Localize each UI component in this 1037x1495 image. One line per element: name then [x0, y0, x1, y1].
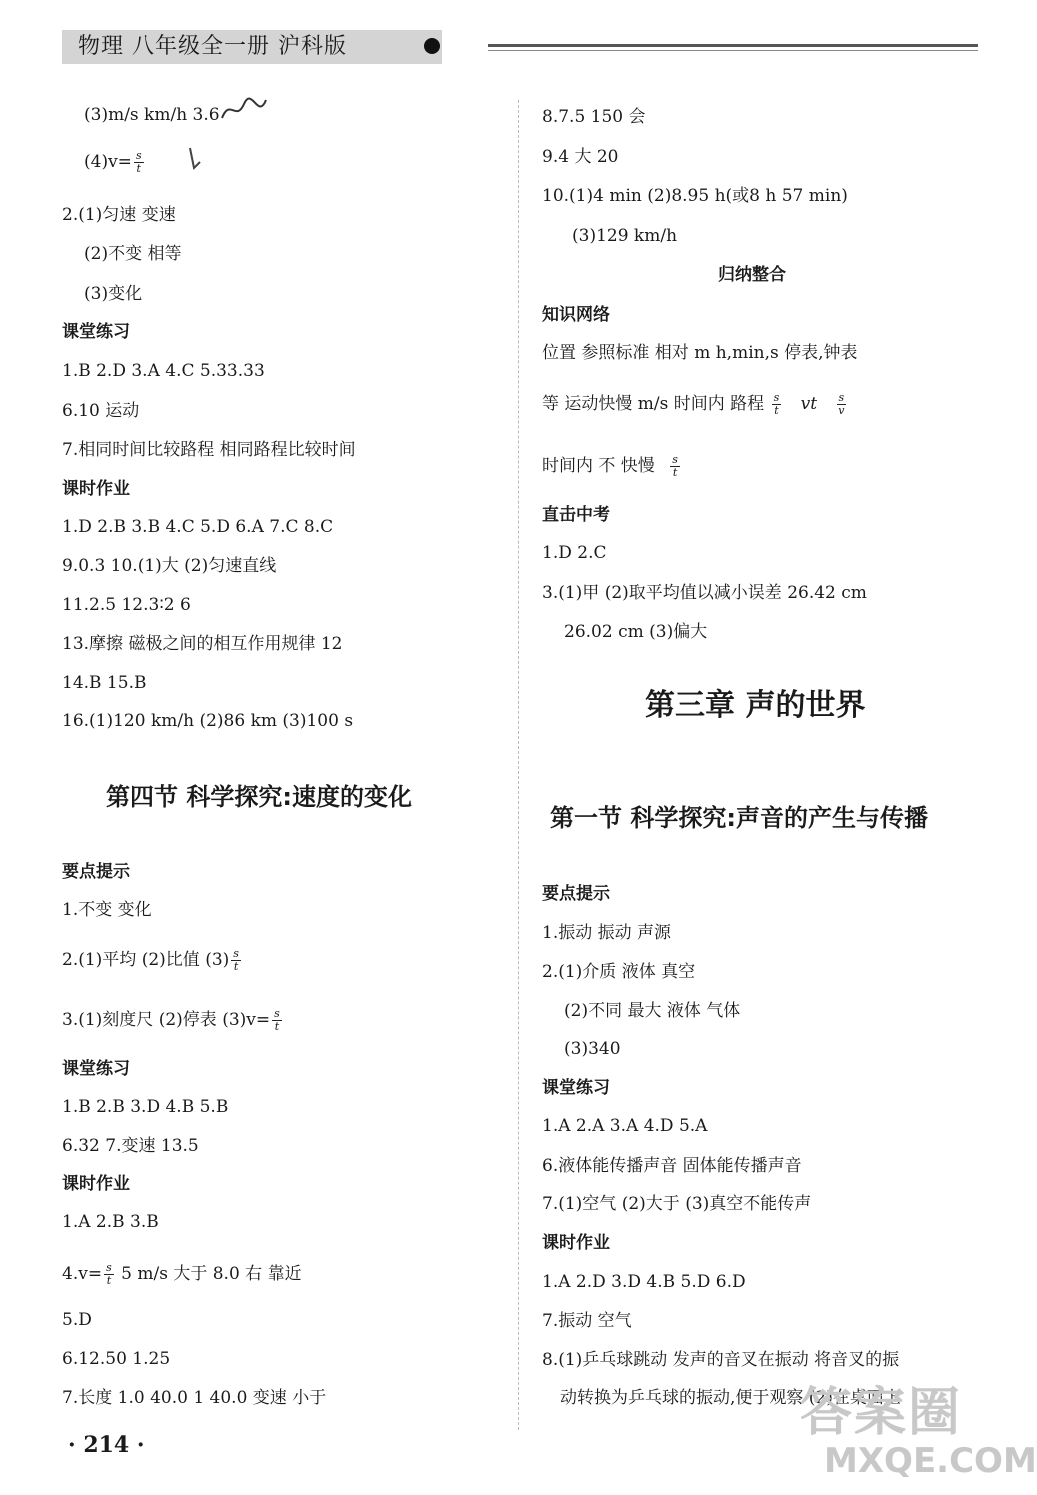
answer-line: 11.2.5 12.3∶2 6: [62, 595, 191, 615]
answer-line: 4.v= $\frac{s}{t}$ 5 m/s 大于 8.0 右 靠近: [62, 1261, 302, 1287]
answer-line: 1.不变 变化: [62, 900, 152, 920]
answer-line: 1.A 2.A 3.A 4.D 5.A: [542, 1116, 708, 1136]
fraction: $\frac{s}{t}$: [233, 947, 239, 973]
fraction: $\frac{s}{t}$: [274, 1007, 280, 1033]
answer-line: 1.B 2.B 3.D 4.B 5.B: [62, 1097, 229, 1117]
header-rule-thin: [488, 50, 978, 51]
answer-line: 26.02 cm (3)偏大: [564, 622, 708, 642]
page-number: · 214 ·: [68, 1432, 145, 1458]
section-heading: 知识网络: [542, 305, 610, 325]
answer-line: 2.(1)匀速 变速: [62, 205, 176, 225]
section-heading: 课堂练习: [62, 322, 130, 342]
section-heading: 要点提示: [542, 884, 610, 904]
header-title: 物理 八年级全一册 沪科版: [78, 34, 347, 59]
section-heading: 课时作业: [542, 1233, 610, 1253]
handwriting-mark: [184, 146, 204, 172]
answer-line: 1.D 2.C: [542, 543, 607, 563]
answer-line: (3)129 km/h: [572, 226, 678, 246]
section-title: 第四节 科学探究:速度的变化: [106, 783, 412, 811]
section-heading: 直击中考: [542, 505, 610, 525]
section-heading: 课时作业: [62, 1174, 130, 1194]
answer-line: 10.(1)4 min (2)8.95 h(或8 h 57 min): [542, 186, 848, 206]
watermark-logo: 答案圈 MXQE.COM: [800, 1383, 1037, 1481]
answer-line: 1.D 2.B 3.B 4.C 5.D 6.A 7.C 8.C: [62, 517, 334, 537]
answer-line: 6.12.50 1.25: [62, 1349, 171, 1369]
answer-line: 7.(1)空气 (2)大于 (3)真空不能传声: [542, 1194, 812, 1214]
answer-line: 1.A 2.D 3.D 4.B 5.D 6.D: [542, 1272, 746, 1292]
section-heading: 课堂练习: [542, 1078, 610, 1098]
answer-line: 14.B 15.B: [62, 673, 147, 693]
subsection-title: 归纳整合: [718, 265, 786, 285]
answer-line: 动转换为乒乓球的振动,便于观察 (2)在桌面上: [560, 1388, 901, 1408]
answer-line: (2)不同 最大 液体 气体: [564, 1001, 741, 1021]
answer-line: (3)变化: [84, 284, 143, 304]
answer-line: 位置 参照标准 相对 m h,min,s 停表,钟表: [542, 343, 858, 363]
answer-line: 1.B 2.D 3.A 4.C 5.33.33: [62, 361, 265, 381]
answer-line: 2.(1)平均 (2)比值 (3) $\frac{s}{t}$: [62, 947, 239, 973]
answer-line: (4)v= $\frac{s}{t}$: [84, 149, 142, 175]
answer-line: 6.10 运动: [62, 401, 140, 421]
answer-line: 3.(1)刻度尺 (2)停表 (3)v= $\frac{s}{t}$: [62, 1007, 280, 1033]
answer-line: 3.(1)甲 (2)取平均值以减小误差 26.42 cm: [542, 583, 867, 603]
section-heading: 要点提示: [62, 862, 130, 882]
column-divider: [518, 100, 519, 1430]
section-heading: 课时作业: [62, 479, 130, 499]
header-bullet-icon: [424, 38, 440, 54]
answer-line: 1.振动 振动 声源: [542, 923, 672, 943]
answer-line: 6.液体能传播声音 固体能传播声音: [542, 1156, 802, 1176]
answer-line: 7.相同时间比较路程 相同路程比较时间: [62, 440, 356, 460]
answer-line: 16.(1)120 km/h (2)86 km (3)100 s: [62, 711, 354, 731]
answer-line: (2)不变 相等: [84, 244, 182, 264]
answer-line: 7.振动 空气: [542, 1311, 632, 1331]
fraction: $\frac{s}{t}$: [106, 1261, 112, 1287]
handwriting-scribble: [218, 92, 270, 128]
answer-line: (3)340: [564, 1039, 621, 1059]
section-title: 第一节 科学探究:声音的产生与传播: [550, 804, 928, 832]
answer-line: 9.4 大 20: [542, 147, 619, 167]
page-header: [0, 0, 1000, 70]
answer-line: 9.0.3 10.(1)大 (2)匀速直线: [62, 556, 277, 576]
chapter-title: 第三章 声的世界: [645, 688, 866, 723]
fraction: $\frac{s}{t}$: [135, 149, 142, 175]
answer-line: (3)m/s km/h 3.6: [84, 105, 220, 125]
header-rule: [488, 44, 978, 47]
answer-line: 5.D: [62, 1310, 92, 1330]
answer-line: 7.长度 1.0 40.0 1 40.0 变速 小于: [62, 1388, 327, 1408]
answer-line: 8.7.5 150 会: [542, 107, 646, 127]
answer-line: 13.摩擦 磁极之间的相互作用规律 12: [62, 634, 343, 654]
fraction: $\frac{s}{t}$: [773, 391, 780, 417]
answer-line: 8.(1)乒乓球跳动 发声的音叉在振动 将音叉的振: [542, 1350, 900, 1370]
section-heading: 课堂练习: [62, 1059, 130, 1079]
answer-line: 时间内 不 快慢 $\frac{s}{t}$: [542, 453, 678, 479]
answer-line: 6.32 7.变速 13.5: [62, 1136, 199, 1156]
answer-line: 2.(1)介质 液体 真空: [542, 962, 696, 982]
answer-line: 等 运动快慢 m/s 时间内 路程 $\frac{s}{t}$ vt $\frac{s}{v}$: [542, 391, 845, 417]
answer-line: 1.A 2.B 3.B: [62, 1212, 159, 1232]
fraction: $\frac{s}{v}$: [838, 391, 845, 417]
fraction: $\frac{s}{t}$: [672, 453, 678, 479]
